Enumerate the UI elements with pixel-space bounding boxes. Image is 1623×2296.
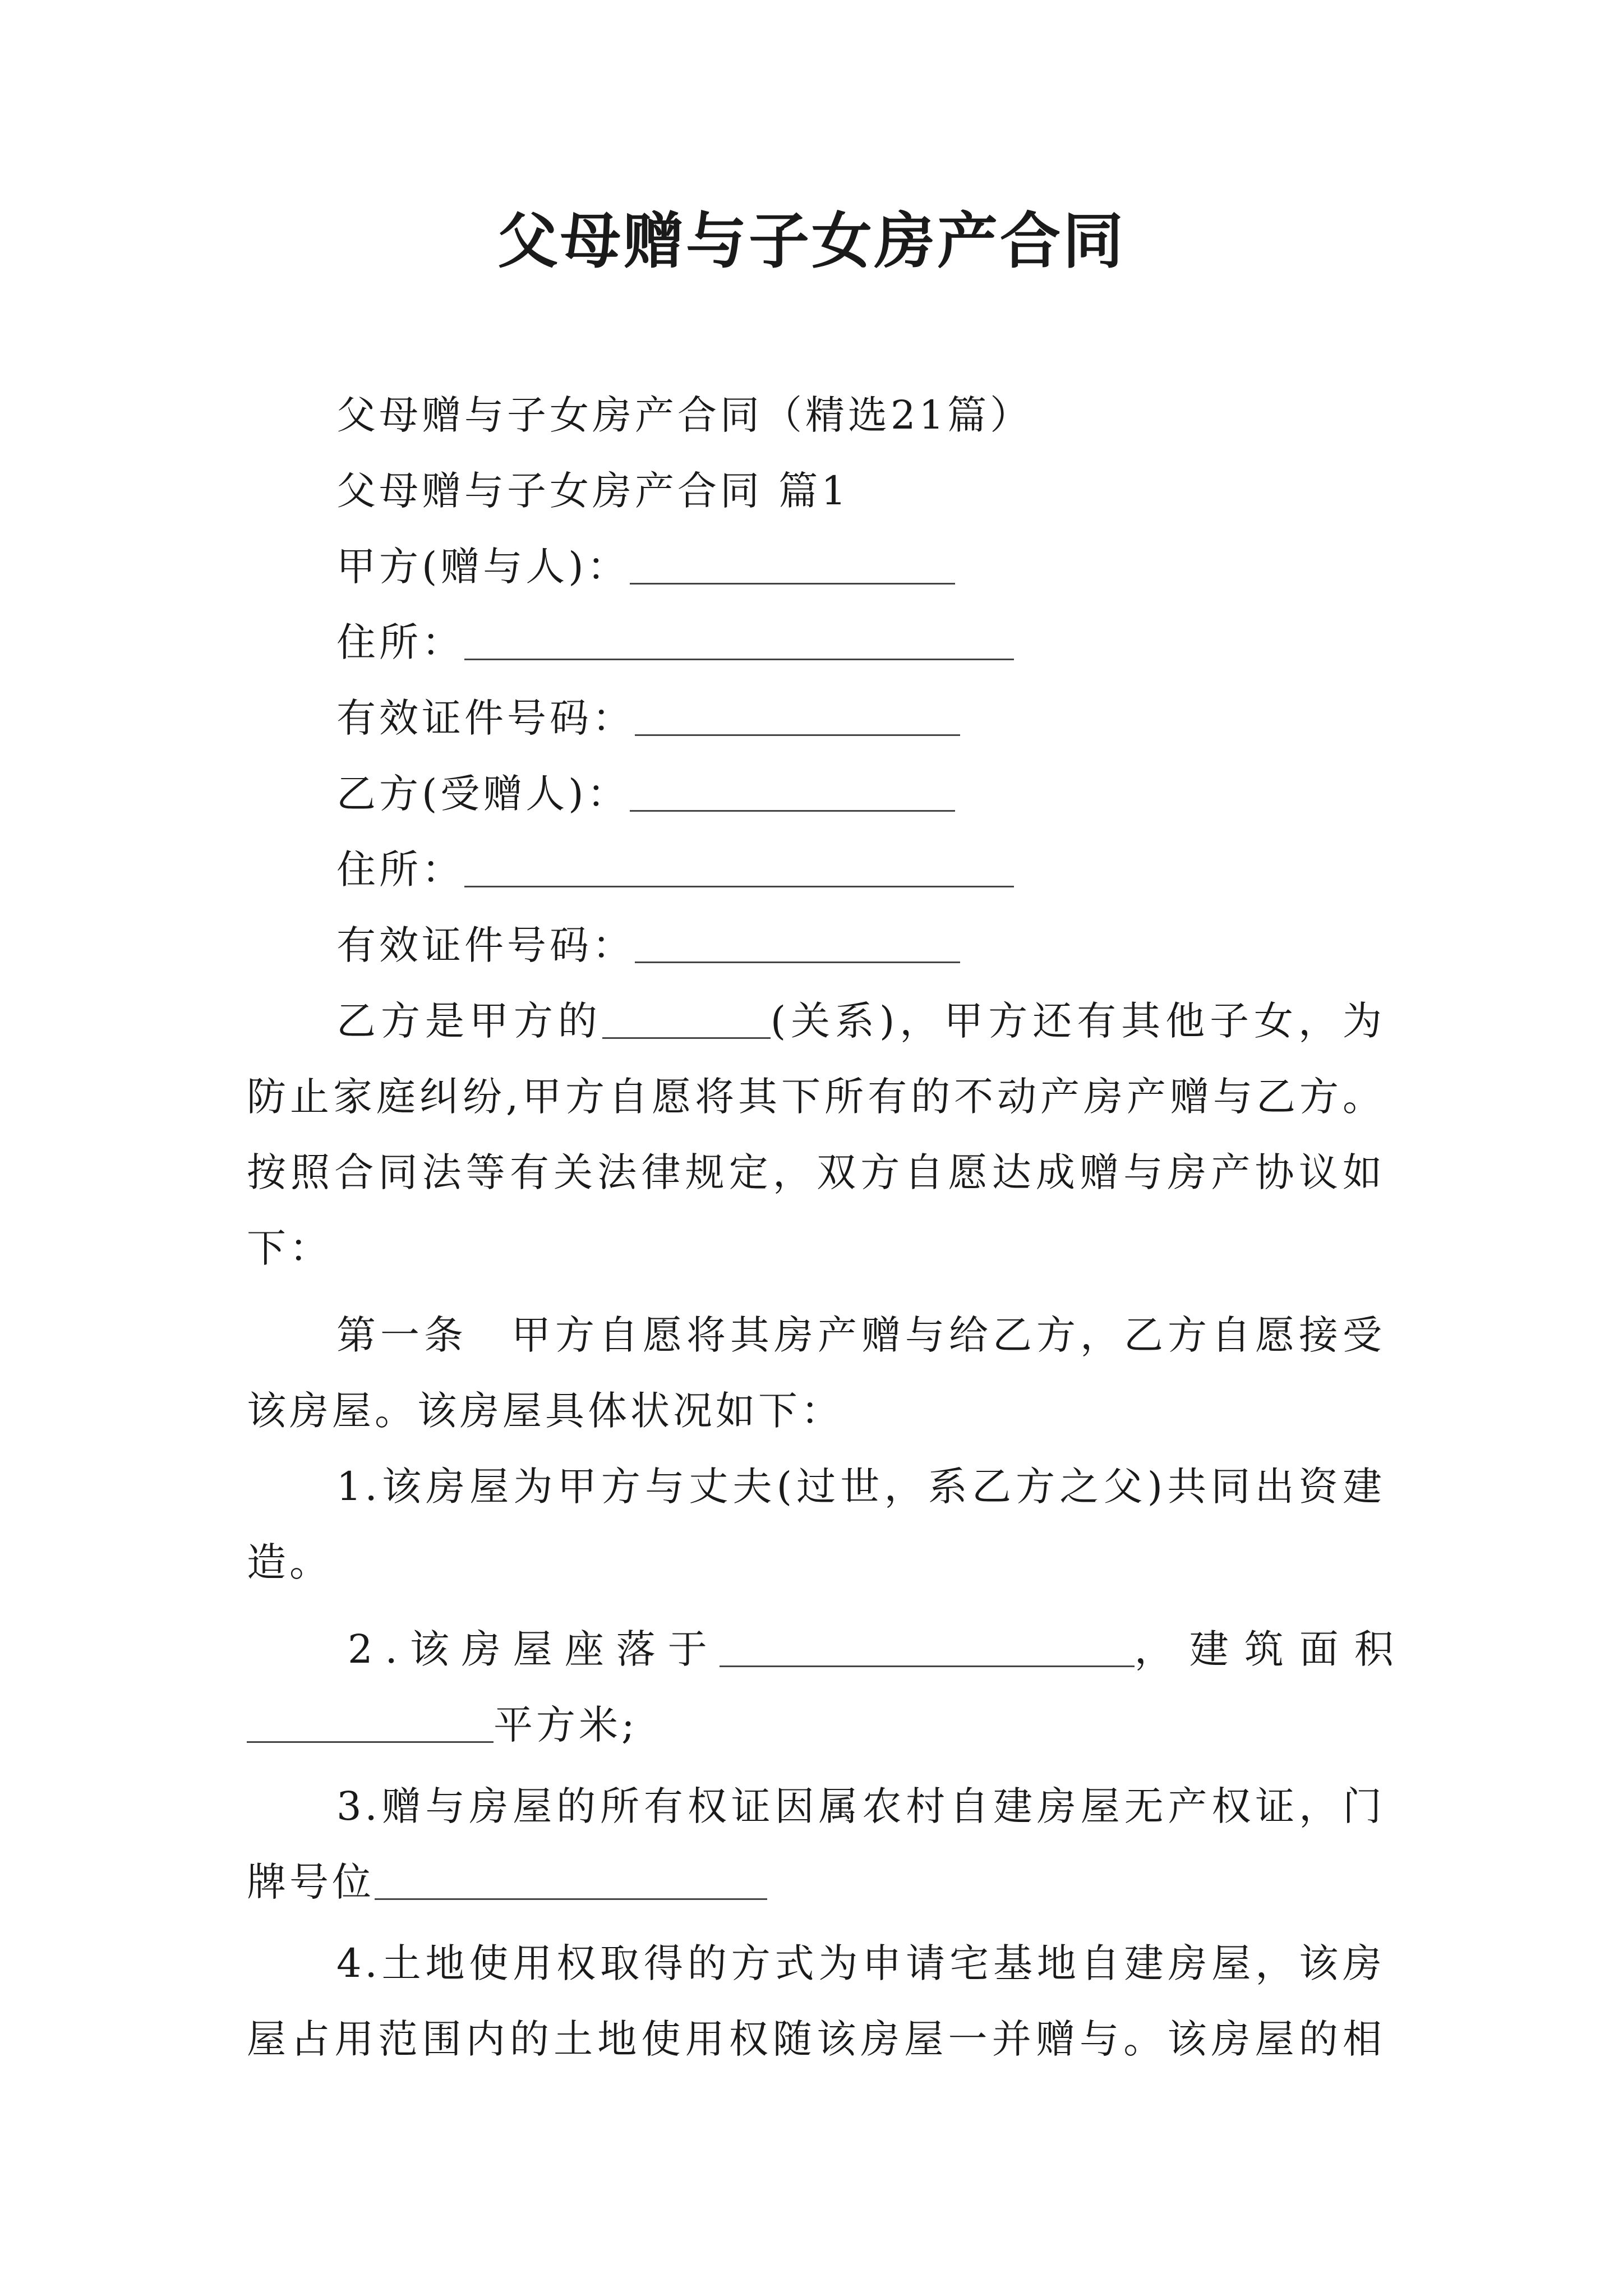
party-a-address-blank bbox=[464, 619, 1014, 660]
party-b-id-row bbox=[336, 917, 960, 973]
party-b-address-label: 住所： bbox=[336, 846, 464, 892]
intro-line-3: 按照合同法等有关法律规定，双方自愿达成赠与房产协议如 bbox=[247, 1149, 1385, 1195]
item-3-line-1: 3.赠与房屋的所有权证因属农村自建房屋无产权证，门 bbox=[336, 1783, 1385, 1829]
item-4-line-2: 屋占用范围内的土地使用权随该房屋一并赠与。该房屋的相 bbox=[247, 2016, 1385, 2062]
item-2-line-2 bbox=[247, 1697, 638, 1753]
article-1-line-2: 该房屋。该房屋具体状况如下： bbox=[247, 1388, 843, 1434]
item-2-line-2-text: 平方米; bbox=[494, 1702, 638, 1748]
party-a-blank bbox=[630, 544, 955, 585]
party-b-address-blank bbox=[464, 846, 1014, 887]
item-3-line-2-text: 牌号位 bbox=[247, 1859, 375, 1905]
party-b-id-blank bbox=[635, 922, 960, 963]
party-a-id-label: 有效证件号码： bbox=[336, 695, 635, 741]
location-blank bbox=[720, 1626, 1135, 1667]
item-2-line-1-a: 2.该房屋座落于 bbox=[348, 1626, 720, 1672]
party-b-id-label: 有效证件号码： bbox=[336, 922, 635, 968]
party-a-row bbox=[336, 539, 955, 595]
area-blank bbox=[247, 1702, 494, 1743]
item-4-line-1: 4.土地使用权取得的方式为申请宅基地自建房屋，该房 bbox=[336, 1940, 1385, 1986]
intro-line-1-a: 乙方是甲方的 bbox=[336, 998, 602, 1044]
party-a-address-label: 住所： bbox=[336, 619, 464, 665]
intro-line-4: 下： bbox=[247, 1225, 332, 1271]
section-heading: 父母赠与子女房产合同 篇1 bbox=[336, 468, 850, 514]
party-b-blank bbox=[630, 771, 955, 812]
item-1-line-2: 造。 bbox=[247, 1539, 332, 1585]
intro-line-2: 防止家庭纠纷,甲方自愿将其下所有的不动产房产赠与乙方。 bbox=[247, 1074, 1385, 1120]
item-3-line-2 bbox=[247, 1854, 767, 1910]
party-a-label: 甲方(赠与人)： bbox=[336, 544, 630, 590]
party-a-address-row bbox=[336, 614, 1014, 670]
item-1-line-1: 1.该房屋为甲方与丈夫(过世，系乙方之父)共同出资建 bbox=[336, 1464, 1385, 1510]
party-b-label: 乙方(受赠人)： bbox=[336, 771, 630, 817]
relation-blank bbox=[602, 998, 771, 1039]
item-2-line-1 bbox=[348, 1621, 1409, 1677]
article-1-line-1: 第一条 甲方自愿将其房产赠与给乙方，乙方自愿接受 bbox=[336, 1312, 1385, 1358]
party-a-id-blank bbox=[635, 695, 960, 736]
house-number-blank bbox=[375, 1859, 767, 1900]
subtitle: 父母赠与子女房产合同（精选21篇） bbox=[336, 392, 1033, 438]
party-b-address-row bbox=[336, 841, 1014, 898]
item-2-line-1-b: ，建筑面积 bbox=[1134, 1626, 1409, 1672]
intro-line-1-b: (关系)，甲方还有其他子女，为 bbox=[770, 998, 1385, 1044]
document-title: 父母赠与子女房产合同 bbox=[497, 206, 1126, 277]
party-b-row bbox=[336, 766, 955, 822]
intro-line-1 bbox=[336, 993, 1385, 1049]
party-a-id-row bbox=[336, 690, 960, 746]
